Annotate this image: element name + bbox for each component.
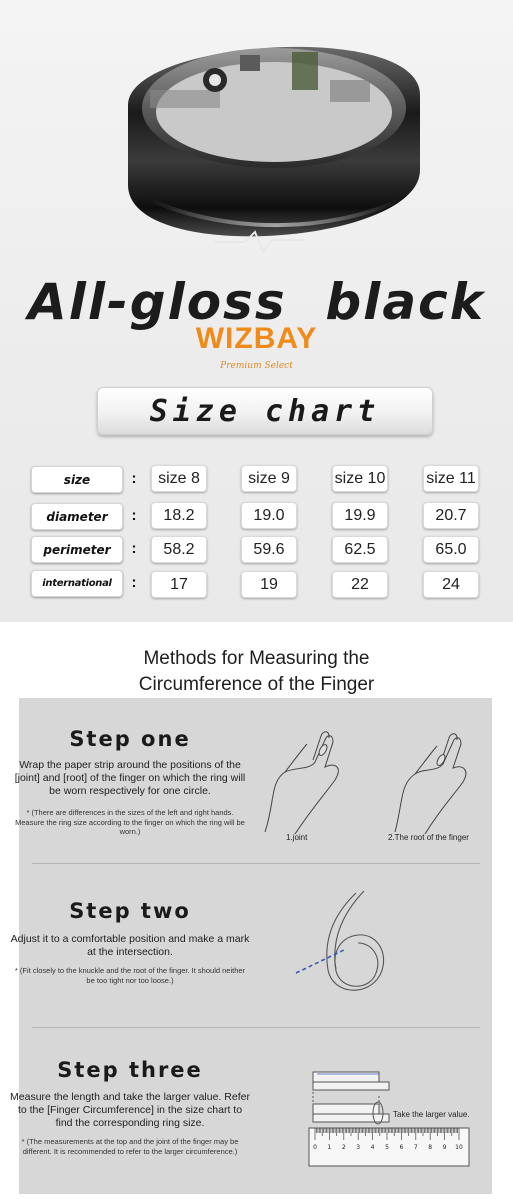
ruler-number: 1 — [327, 1144, 332, 1151]
step-two-title: Step two — [69, 899, 191, 923]
ruler-number: 9 — [442, 1144, 447, 1151]
step-one-note: * (There are differences in the sizes of the left and right hands. Measure the ring size according to the finger on which the ring will be worn.) — [15, 808, 245, 836]
row-separator: : — [131, 507, 137, 524]
row-label-size: size — [31, 466, 123, 493]
brand-tagline: Premium Select — [220, 361, 293, 371]
ruler-number: 4 — [370, 1144, 375, 1151]
table-cell: 17 — [151, 571, 207, 598]
caption-root: 2.The root of the finger — [388, 833, 469, 842]
table-cell: 19.9 — [332, 502, 388, 529]
ruler-number: 3 — [356, 1144, 361, 1151]
step-three-text: Measure the length and take the larger value. Refer to the [Finger Circumference] in the size chart to find the corresponding ring size. — [10, 1091, 250, 1129]
product-headline: All-gloss black — [28, 273, 485, 331]
ruler-number: 8 — [428, 1144, 433, 1151]
smart-ring-image — [0, 0, 513, 280]
step-one-title: Step one — [69, 727, 191, 751]
paper-strip-loop-illustration — [288, 885, 398, 1000]
caption-joint: 1.joint — [286, 833, 308, 842]
step-two-note: * (Fit closely to the knuckle and the root of the finger. It should neither be too tight nor too loose.) — [14, 966, 246, 985]
row-separator: : — [131, 574, 137, 591]
table-cell: 58.2 — [151, 536, 207, 563]
row-label-perimeter: perimeter — [31, 536, 123, 563]
table-cell: size 10 — [332, 465, 388, 492]
step-one-text: Wrap the paper strip around the positions of the [joint] and [root] of the finger on which the ring will be worn respectively for one circle. — [14, 759, 246, 797]
ruler-number: 7 — [413, 1144, 418, 1151]
table-cell: 19.0 — [241, 502, 297, 529]
table-cell: 59.6 — [241, 536, 297, 563]
table-cell: 62.5 — [332, 536, 388, 563]
hand-joint-illustration — [255, 722, 485, 842]
step-two-text: Adjust it to a comfortable position and make a mark at the intersection. — [10, 933, 250, 958]
table-cell: 65.0 — [423, 536, 479, 563]
size-chart-title — [97, 387, 433, 435]
row-separator: : — [131, 470, 137, 487]
caption-take-larger: Take the larger value. — [393, 1110, 470, 1119]
methods-title-line2: Circumference of the Finger — [138, 674, 375, 695]
row-label-diameter: diameter — [31, 503, 123, 530]
step-divider — [32, 863, 480, 864]
table-cell: size 9 — [241, 465, 297, 492]
ruler-number: 6 — [399, 1144, 404, 1151]
methods-title-line1: Methods for Measuring the — [143, 648, 370, 669]
table-cell: 19 — [241, 571, 297, 598]
ruler-number: 2 — [341, 1144, 346, 1151]
size-chart-title-text: Size chart — [149, 393, 381, 429]
table-cell: 24 — [423, 571, 479, 598]
ruler-number: 5 — [385, 1144, 389, 1151]
step-three-title: Step three — [57, 1058, 203, 1082]
step-three-note: * (The measurements at the top and the joint of the finger may be different. It is recommended to refer to the larger circumference.) — [21, 1137, 239, 1156]
table-cell: 22 — [332, 571, 388, 598]
table-cell: 20.7 — [423, 502, 479, 529]
ruler-number: 0 — [313, 1144, 317, 1151]
table-cell: size 11 — [423, 465, 479, 492]
row-separator: : — [131, 540, 137, 557]
table-cell: 18.2 — [151, 502, 207, 529]
ruler-number: 10 — [455, 1144, 463, 1151]
brand-logo: WIZBAY — [195, 322, 318, 355]
methods-title — [0, 646, 513, 698]
row-label-international: international — [31, 570, 123, 597]
table-cell: size 8 — [151, 465, 207, 492]
step-divider — [32, 1027, 480, 1028]
